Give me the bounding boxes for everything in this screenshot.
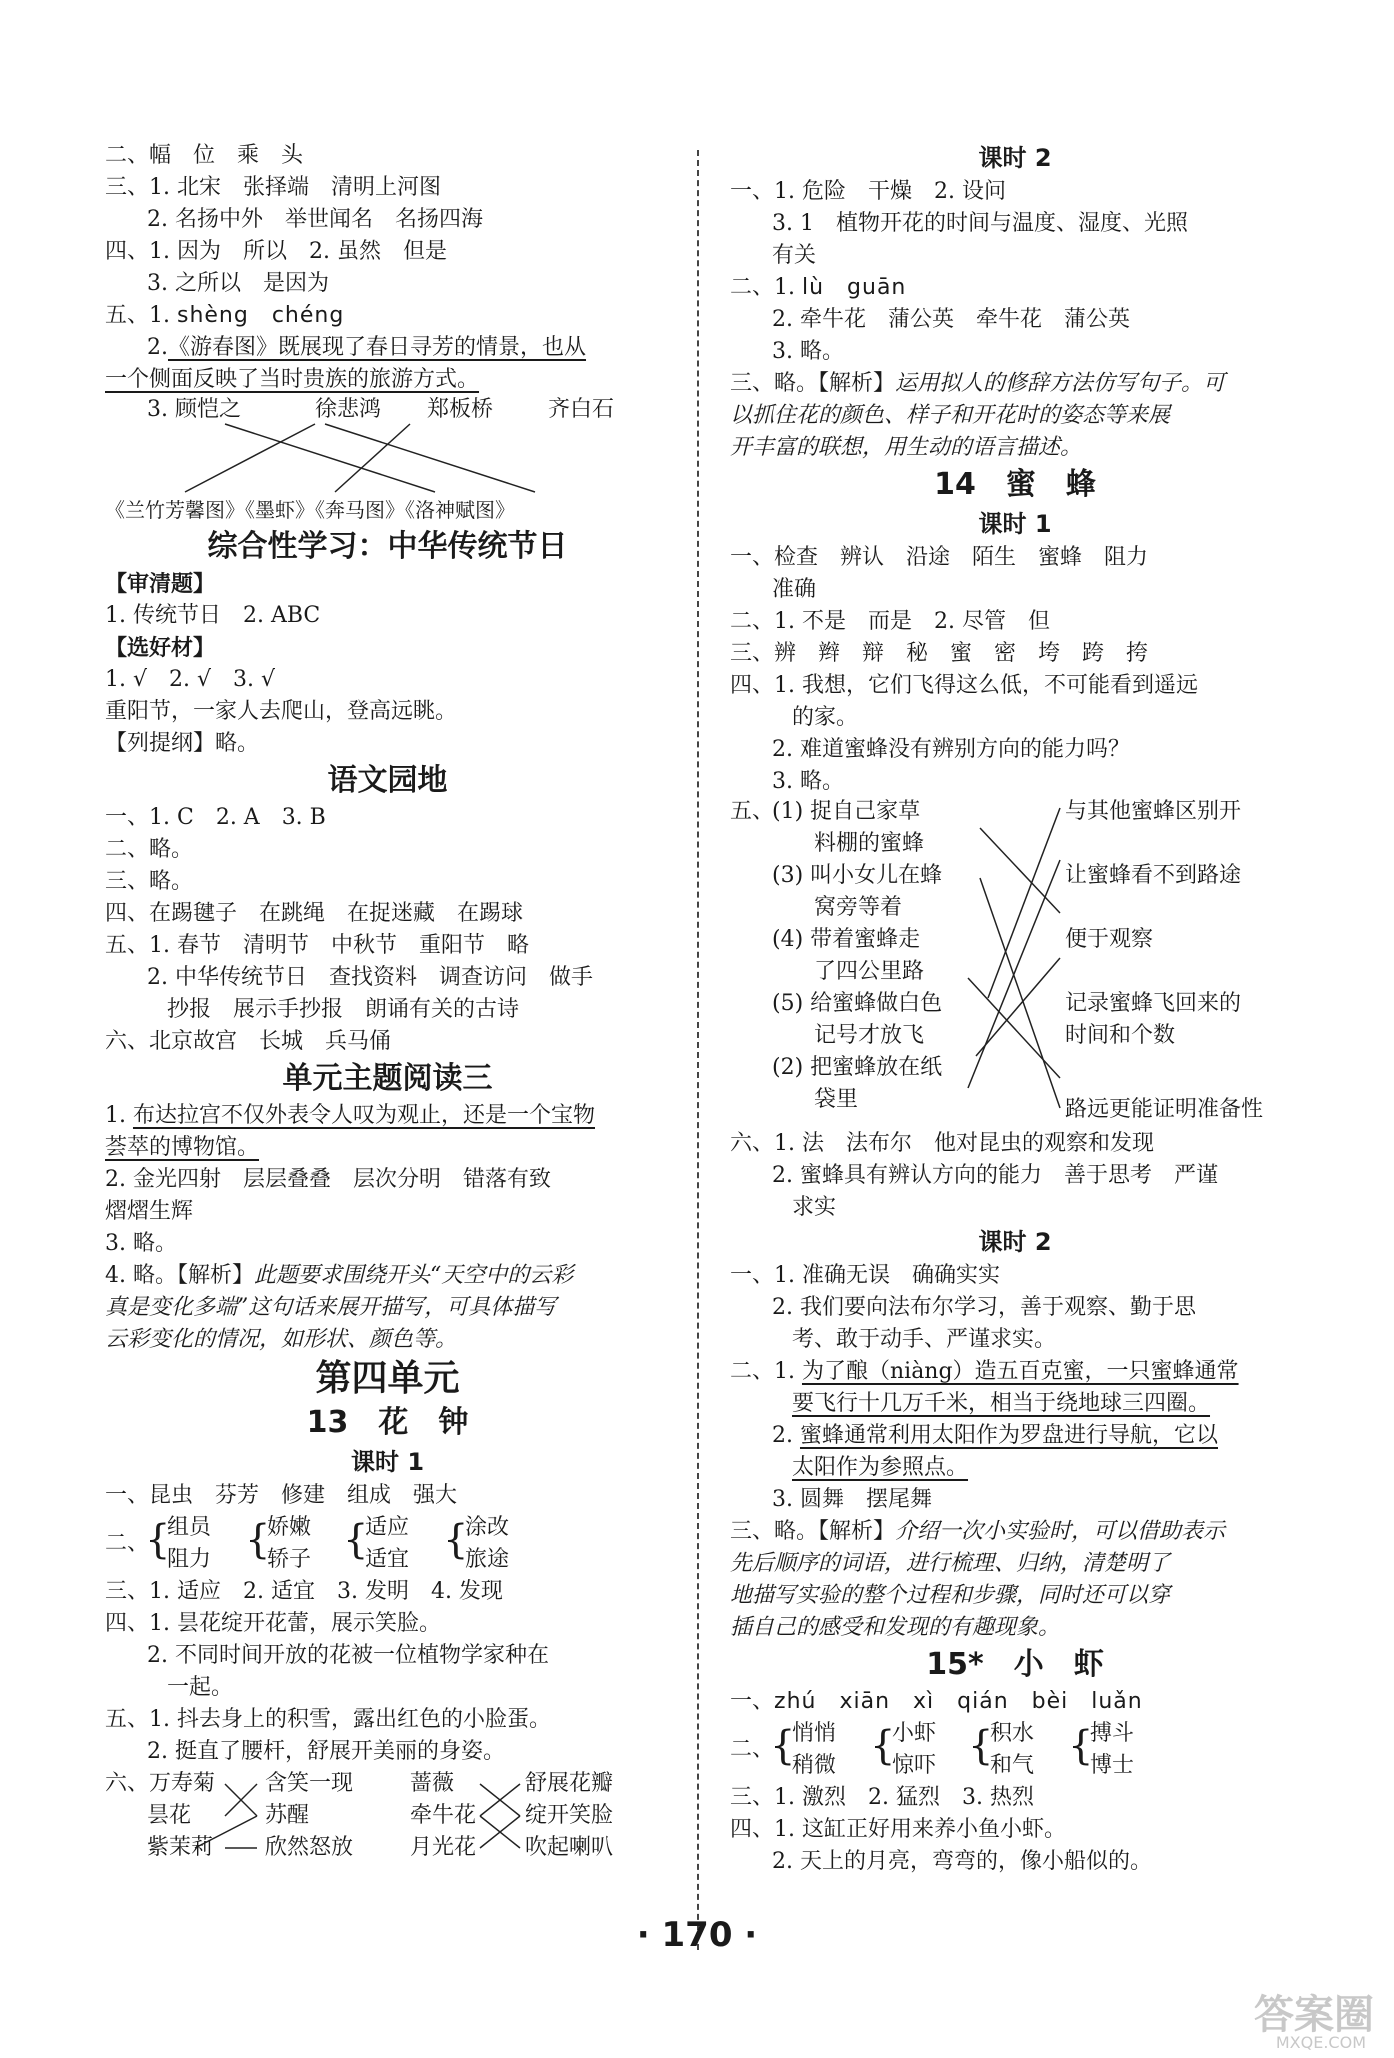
analysis-note: 介绍一次小实验时，可以借助表示 — [895, 1519, 1226, 1544]
flower-name: 牵牛花 — [410, 1803, 477, 1828]
flower-name: 紫茉莉 — [147, 1835, 214, 1860]
pinyin: shèng chéng — [176, 303, 345, 328]
word: 组员 — [167, 1515, 212, 1540]
bee-purpose: 便于观察 — [1065, 927, 1154, 952]
flower-phrase: 舒展花瓣 — [525, 1771, 614, 1796]
answer-line — [105, 364, 670, 396]
answer-line: 一、昆虫 芬芳 修建 组成 强大 — [105, 1483, 458, 1508]
word: 搏斗 — [1090, 1721, 1135, 1746]
answer-line: 三、略。 — [105, 869, 194, 894]
bee-action: (2) 把蜜蜂放在纸 — [772, 1055, 943, 1080]
answer-line: 2. 天上的月亮，弯弯的，像小船似的。 — [772, 1849, 1152, 1874]
underlined-answer: 荟萃的博物馆。 — [105, 1135, 260, 1160]
answer-line: 2. 蜜蜂通常利用太阳作为罗盘进行导航，它以 — [772, 1423, 1218, 1448]
flower-matching — [105, 1768, 670, 1868]
answer-line: 一、1. 准确无误 确确实实 — [730, 1263, 1000, 1288]
bee-action: 了四公里路 — [814, 959, 925, 984]
flower-phrase: 绽开笑脸 — [525, 1803, 614, 1828]
bee-action: 料棚的蜜蜂 — [814, 831, 925, 856]
answer-line: 有关 — [772, 243, 817, 268]
word: 稍微 — [792, 1753, 837, 1778]
bee-matching — [730, 798, 1300, 1128]
question-number: 二、 — [730, 1737, 775, 1762]
answer-line: 一、1. 危险 干燥 2. 设问 — [730, 179, 1006, 204]
underlined-answer: 《游春图》既展现了春日寻芳的情景，也从 — [168, 335, 587, 360]
answer-line — [105, 1132, 670, 1164]
flower-name: 月光花 — [410, 1835, 477, 1860]
flower-phrase: 欣然怒放 — [265, 1835, 354, 1860]
flower-name: 蔷薇 — [410, 1771, 455, 1796]
answer-line: 3. 略。 — [772, 769, 844, 794]
brace-word-groups — [105, 1512, 670, 1576]
subheading: 【审清题】 — [105, 571, 216, 597]
brace-icon: { — [870, 1723, 896, 1769]
question-number: 五、 — [730, 799, 775, 824]
answer-line: 一起。 — [167, 1675, 234, 1700]
answer-line: 三、辨 辫 辩 秘 蜜 密 垮 跨 挎 — [730, 641, 1149, 666]
watermark-logo: 答案圈 — [1254, 1992, 1374, 2038]
word: 和气 — [990, 1753, 1035, 1778]
answer-line: 熠熠生辉 — [105, 1199, 194, 1224]
underlined-answer: 布达拉宫不仅外表令人叹为观止，还是一个宝物 — [132, 1103, 595, 1128]
analysis-note: 地描写实验的整个过程和步骤，同时还可以穿 — [730, 1583, 1171, 1608]
flower-phrase: 苏醒 — [265, 1803, 310, 1828]
answer-line: 重阳节，一家人去爬山，登高远眺。 — [105, 699, 458, 724]
answer-line: 2. 金光四射 层层叠叠 层次分明 错落有致 — [105, 1167, 551, 1192]
column-divider — [697, 150, 699, 1950]
brace-icon: { — [968, 1723, 994, 1769]
analysis-note: 开丰富的联想，用生动的语言描述。 — [730, 435, 1083, 460]
section-heading: 综合性学习：中华传统节日 — [207, 529, 568, 564]
bee-action: 袋里 — [814, 1087, 859, 1112]
underlined-answer: 要飞行十几万千米，相当于绕地球三四圈。 — [792, 1391, 1211, 1416]
answer-line: 四、1. 因为 所以 2. 虽然 但是 — [105, 239, 447, 264]
brace-icon: { — [443, 1517, 469, 1563]
painter-name: 郑板桥 — [427, 397, 494, 422]
word: 小虾 — [892, 1721, 937, 1746]
underlined-answer: 太阳作为参照点。 — [792, 1455, 969, 1480]
answer-line: 三、略。【解析】介绍一次小实验时，可以借助表示 — [730, 1519, 1226, 1544]
brace-icon: { — [1068, 1723, 1094, 1769]
pinyin: lù guān — [801, 275, 907, 300]
bee-action: (5) 给蜜蜂做白色 — [772, 991, 943, 1016]
lesson-heading: 14 蜜 蜂 — [934, 467, 1096, 502]
answer-line: 二、1. lù guān — [730, 275, 907, 300]
answer-line: 一、1. C 2. A 3. B — [105, 805, 326, 830]
painter-name: 徐悲鸿 — [315, 397, 382, 422]
word: 积水 — [990, 1721, 1035, 1746]
section-heading: 语文园地 — [327, 763, 448, 798]
answer-line: 二、1. 为了酿（niàng）造五百克蜜，一只蜜蜂通常 — [730, 1359, 1239, 1384]
bee-action: (1) 捉自己家草 — [772, 799, 921, 824]
flower-phrase: 吹起喇叭 — [525, 1835, 614, 1860]
answer-line: 1. √ 2. √ 3. √ — [105, 667, 276, 692]
answer-line: 二、幅 位 乘 头 — [105, 143, 304, 168]
brace-icon: { — [770, 1723, 796, 1769]
answer-line: 考、敢于动手、严谨求实。 — [792, 1327, 1057, 1352]
answer-line: 四、在踢毽子 在跳绳 在捉迷藏 在踢球 — [105, 901, 524, 926]
section-heading: 单元主题阅读三 — [282, 1061, 493, 1096]
answer-line: 2.《游春图》既展现了春日寻芳的情景，也从 — [147, 335, 587, 360]
answer-line: 2. 难道蜜蜂没有辨别方向的能力吗？ — [772, 737, 1130, 762]
word: 惊吓 — [892, 1753, 937, 1778]
bee-action: (3) 叫小女儿在蜂 — [772, 863, 943, 888]
unit-heading: 第四单元 — [315, 1358, 460, 1399]
answer-line: 六、1. 法 法布尔 他对昆虫的观察和发现 — [730, 1131, 1154, 1156]
answer-line: 求实 — [792, 1195, 837, 1220]
flower-name: 六、万寿菊 — [105, 1771, 216, 1796]
brace-icon: { — [245, 1517, 271, 1563]
answer-line: 一、检查 辨认 沿途 陌生 蜜蜂 阻力 — [730, 545, 1149, 570]
subheading: 【选好材】 — [105, 635, 216, 661]
underlined-answer: 为了酿（niàng）造五百克蜜，一只蜜蜂通常 — [801, 1359, 1239, 1384]
answer-line: 五、1. 春节 清明节 中秋节 重阳节 略 — [105, 933, 529, 958]
watermark-url: MXQE.COM — [1275, 2033, 1366, 2052]
answer-line: 四、1. 这缸正好用来养小鱼小虾。 — [730, 1817, 1066, 1842]
answer-line: 准确 — [772, 577, 817, 602]
word: 娇嫩 — [267, 1515, 312, 1540]
answer-line: 四、1. 我想，它们飞得这么低，不可能看到遥远 — [730, 673, 1198, 698]
word: 悄悄 — [792, 1721, 837, 1746]
answer-line: 三、1. 北宋 张择端 清明上河图 — [105, 175, 441, 200]
answer-line: 3. 略。 — [772, 339, 844, 364]
analysis-note: 此题要求围绕开头“天空中的云彩 — [253, 1263, 574, 1288]
answer-line: 五、1. shèng chéng — [105, 303, 345, 328]
word: 旅途 — [465, 1547, 510, 1572]
answer-line: 六、北京故宫 长城 兵马俑 — [105, 1029, 392, 1054]
answer-line — [730, 1452, 1300, 1484]
answer-line: 一、zhú xiān xì qián bèi luǎn — [730, 1689, 1143, 1714]
answer-line: 的家。 — [792, 705, 859, 730]
question-number: 二、 — [105, 1531, 150, 1556]
answer-line: 3. 圆舞 摆尾舞 — [772, 1487, 932, 1512]
answer-line: 三、1. 适应 2. 适宜 3. 发明 4. 发现 — [105, 1579, 503, 1604]
answer-line: 抄报 展示手抄报 朗诵有关的古诗 — [167, 997, 520, 1022]
answer-line: 2. 挺直了腰杆，舒展开美丽的身姿。 — [147, 1739, 505, 1764]
answer-line: 3. 之所以 是因为 — [147, 271, 329, 296]
analysis-note: 真是变化多端”这句话来展开描写，可具体描写 — [105, 1295, 557, 1320]
bee-purpose: 路远更能证明准备性 — [1065, 1097, 1264, 1122]
bee-action: 记号才放飞 — [814, 1023, 925, 1048]
bee-purpose: 记录蜜蜂飞回来的 — [1065, 991, 1242, 1016]
underlined-answer: 蜜蜂通常利用太阳作为罗盘进行导航，它以 — [799, 1423, 1218, 1448]
period-heading: 课时 1 — [978, 510, 1052, 538]
answer-line: 【列提纲】略。 — [105, 731, 260, 756]
brace-icon: { — [145, 1517, 171, 1563]
period-heading: 课时 2 — [978, 1228, 1052, 1256]
answer-line: 四、1. 昙花绽开花蕾，展示笑脸。 — [105, 1611, 441, 1636]
answer-line: 二、略。 — [105, 837, 194, 862]
lesson-heading: 13 花 钟 — [306, 1405, 469, 1440]
lesson-heading: 15* 小 虾 — [926, 1647, 1104, 1682]
painter-matching — [105, 396, 670, 526]
painting-titles: 《兰竹芳馨图》《墨虾》《奔马图》《洛神赋图》 — [105, 498, 515, 522]
answer-line: 2. 牵牛花 蒲公英 牵牛花 蒲公英 — [772, 307, 1130, 332]
pinyin: zhú xiān xì qián bèi luǎn — [774, 1689, 1143, 1714]
word: 适宜 — [365, 1547, 410, 1572]
answer-line: 五、1. 抖去身上的积雪，露出红色的小脸蛋。 — [105, 1707, 551, 1732]
answer-line: 4. 略。【解析】此题要求围绕开头“天空中的云彩 — [105, 1263, 574, 1288]
answer-line: 3. 略。 — [105, 1231, 177, 1256]
flower-phrase: 含笑一现 — [265, 1771, 354, 1796]
word: 涂改 — [465, 1515, 510, 1540]
period-heading: 课时 1 — [350, 1448, 425, 1476]
answer-line: 三、略。【解析】运用拟人的修辞方法仿写句子。可 — [730, 371, 1226, 396]
bee-action: 窝旁等着 — [814, 895, 903, 920]
painter-name: 3. 顾恺之 — [147, 397, 241, 422]
bee-action: (4) 带着蜜蜂走 — [772, 927, 921, 952]
word: 适应 — [365, 1515, 410, 1540]
flower-name: 昙花 — [147, 1803, 192, 1828]
analysis-note: 先后顺序的词语，进行梳理、归纳，清楚明了 — [730, 1551, 1171, 1576]
page-number: · 170 · — [636, 1915, 758, 1955]
bee-purpose: 时间和个数 — [1065, 1023, 1176, 1048]
underlined-answer: 一个侧面反映了当时贵族的旅游方式。 — [105, 367, 480, 392]
answer-line — [730, 1388, 1300, 1420]
answer-line: 2. 蜜蜂具有辨认方向的能力 善于思考 严谨 — [772, 1163, 1218, 1188]
answer-line: 2. 我们要向法布尔学习，善于观察、勤于思 — [772, 1295, 1196, 1320]
answer-line: 2. 名扬中外 举世闻名 名扬四海 — [147, 207, 483, 232]
answer-line: 3. 1 植物开花的时间与温度、湿度、光照 — [772, 211, 1188, 236]
answer-line: 二、1. 不是 而是 2. 尽管 但 — [730, 609, 1050, 634]
brace-icon: { — [343, 1517, 369, 1563]
answer-line: 1. 传统节日 2. ABC — [105, 603, 321, 628]
word: 轿子 — [267, 1547, 312, 1572]
analysis-note: 插自己的感受和发现的有趣现象。 — [730, 1615, 1061, 1640]
bee-purpose: 让蜜蜂看不到路途 — [1065, 863, 1242, 888]
left-column — [105, 140, 670, 1868]
word: 阻力 — [167, 1547, 212, 1572]
answer-line: 三、1. 激烈 2. 猛烈 3. 热烈 — [730, 1785, 1034, 1810]
right-column — [730, 140, 1300, 1878]
analysis-note: 运用拟人的修辞方法仿写句子。可 — [895, 371, 1226, 396]
bee-purpose: 与其他蜜蜂区别开 — [1065, 799, 1242, 824]
answer-line: 2. 中华传统节日 查找资料 调查访问 做手 — [147, 965, 593, 990]
brace-word-groups — [730, 1718, 1300, 1782]
analysis-note: 云彩变化的情况，如形状、颜色等。 — [105, 1327, 458, 1352]
answer-line: 2. 不同时间开放的花被一位植物学家种在 — [147, 1643, 549, 1668]
answer-line: 1. 布达拉宫不仅外表令人叹为观止，还是一个宝物 — [105, 1103, 595, 1128]
word: 博士 — [1090, 1753, 1135, 1778]
painter-name: 齐白石 — [548, 397, 615, 422]
period-heading: 课时 2 — [978, 144, 1052, 172]
analysis-note: 以抓住花的颜色、样子和开花时的姿态等来展 — [730, 403, 1171, 428]
